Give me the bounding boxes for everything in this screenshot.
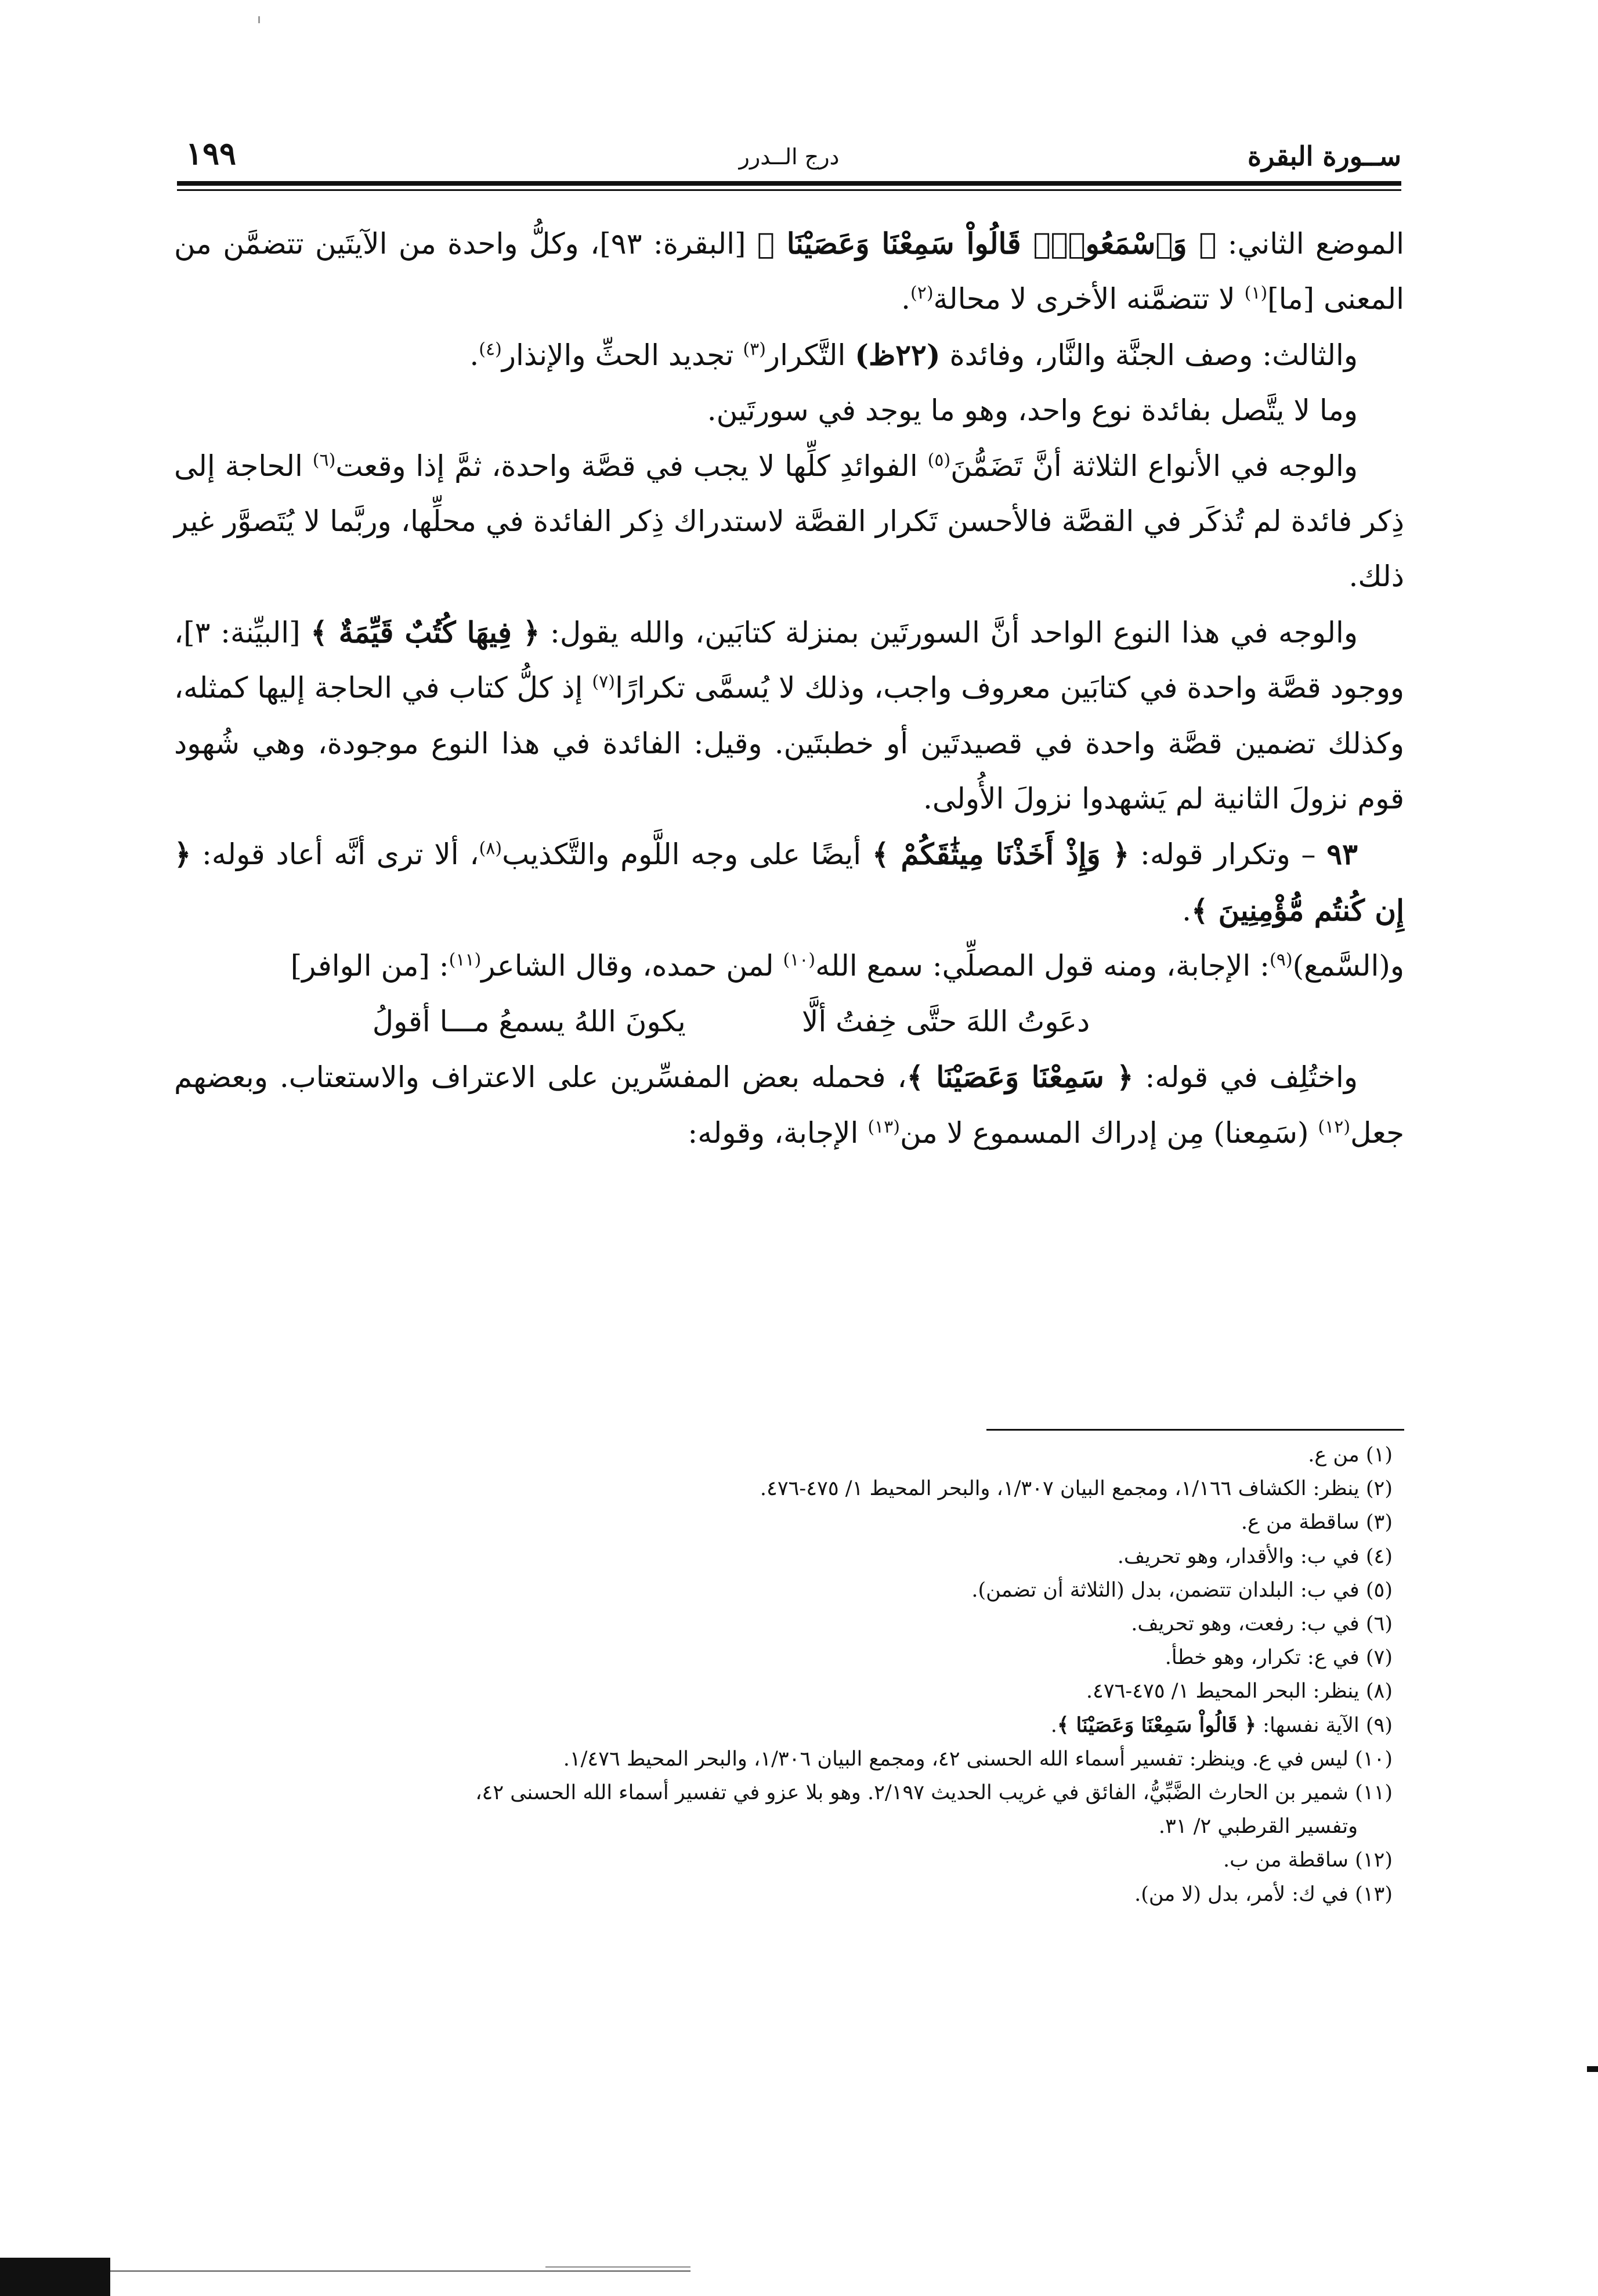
- text-run: – وتكرار قوله:: [1129, 837, 1327, 872]
- footnotes: [174, 1438, 1404, 1911]
- footnote-ref[interactable]: (٧): [592, 672, 615, 692]
- scan-edge-mark: [1587, 2066, 1598, 2072]
- footnote: (٥) في ب: البلدان تتضمن، بدل (الثلاثة أن تضمن).: [971, 1578, 1393, 1602]
- text-run: (سَمِعنا) مِن إدراك المسموع لا من: [899, 1115, 1318, 1150]
- footnote: (٢) ينظر: الكشاف ١/١٦٦، ومجمع البيان ١/٣٠٧، والبحر المحيط ١/ ٤٧٥-٤٧٦.: [760, 1477, 1393, 1501]
- text-run: الفوائدِ كلِّها لا يجب في قصَّة واحدة، ثمَّ إذا وقعت: [335, 449, 928, 483]
- text-run: .: [901, 282, 910, 316]
- header-rule-thick: [177, 181, 1401, 186]
- footnote-ref[interactable]: (٤): [479, 339, 502, 360]
- footnote: [174, 1709, 1404, 1742]
- footnote-ref[interactable]: (١١): [449, 950, 482, 970]
- text-run: الإجابة، وقوله:: [688, 1115, 868, 1150]
- quran-quote: ﴿ وَإِذْ أَخَذْنَا مِيثَٰقَكُمْ ﴾: [872, 837, 1130, 872]
- quran-quote: ﴿ قَالُواْ سَمِعْنَا وَعَصَيْنَا ﴾: [1057, 1713, 1257, 1737]
- footnote-ref[interactable]: (١): [1244, 283, 1268, 304]
- paragraph-three-types: [174, 439, 1404, 605]
- text-run: والوجه في هذا النوع الواحد أنَّ السورتَين بمنزلة كتابَين، والله يقول:: [540, 615, 1358, 649]
- paragraph-second-place: [174, 216, 1404, 327]
- text-run: أيضًا على وجه اللَّوم والتَّكذيب: [502, 837, 872, 872]
- quran-quote: ﴿ فِيهَا كُتُبٌ قَيِّمَةٌ ﴾: [310, 615, 540, 649]
- text-run: والوجه في الأنواع الثلاثة أنَّ تَضَمُّنَ: [950, 449, 1358, 483]
- header-rule-thin: [177, 189, 1401, 191]
- footnote-ref[interactable]: (١٠): [783, 950, 816, 970]
- manuscript-folio-marker: (٢٢ظ): [855, 337, 941, 372]
- paragraph-verse-93: [174, 826, 1404, 938]
- text-run: [البقرة: ٩٣]، وكلُّ واحدة من الآيتَين تتضمَّن من المعنى [ما]: [174, 227, 1404, 316]
- book-title: درج الــدرر: [739, 144, 840, 169]
- poetry-verse: [174, 994, 1404, 1049]
- footnote-ref[interactable]: (٢): [910, 283, 934, 304]
- paragraph-third-place: [174, 327, 1404, 383]
- text-run: : الإجابة، ومنه قول المصلِّي: سمع الله: [815, 949, 1270, 983]
- text-run: ، ألا ترى أنَّه أعاد قوله:: [191, 837, 479, 872]
- verse-hemistich-second: يكونَ اللهُ يسمعُ مـــا أقولُ: [372, 1004, 686, 1038]
- footnote-ref[interactable]: (١٢): [1318, 1116, 1351, 1137]
- footnote-separator: [986, 1429, 1404, 1431]
- footnote: (٣) ساقطة من ع.: [1241, 1511, 1393, 1535]
- footnote-ref[interactable]: (٣): [743, 339, 766, 360]
- footnote-ref[interactable]: (٥): [927, 449, 951, 470]
- scan-edge-line: [110, 2270, 690, 2272]
- paragraph-two-surahs: وما لا يتَّصل بفائدة نوع واحد، وهو ما يوجد في سورتَين.: [707, 394, 1358, 428]
- text-run: الحاجة إلى ذِكر فائدة لم تُذكَر في القصَّة فالأحسن تَكرار القصَّة لاستدراك ذِكر الفائدة في محلِّها، وربَّما لا يُتَصوَّر غير ذلك.: [174, 449, 1404, 594]
- verse-number: ٩٣: [1326, 837, 1358, 872]
- text-run: والثالث: وصف الجنَّة والنَّار، وفائدة: [940, 338, 1358, 372]
- text-run: التَّكرار: [765, 338, 855, 372]
- footnote-ref[interactable]: (١٣): [867, 1116, 900, 1137]
- footnote-ref[interactable]: (٩): [1270, 950, 1293, 970]
- text-run: لمن حمده، وقال الشاعر: [481, 949, 783, 983]
- text-run: تجديد الحثِّ والإنذار: [501, 338, 743, 372]
- text-run: .: [1050, 1713, 1057, 1737]
- page-number: ١٩٩: [186, 135, 237, 172]
- footnote: (١) من ع.: [1308, 1443, 1393, 1467]
- footnote-ref[interactable]: (٨): [479, 838, 502, 859]
- text-run: .: [469, 338, 479, 372]
- paragraph-disagreement: [174, 1049, 1404, 1161]
- quran-quote: ﴿ وَٱسْمَعُواْۖ قَالُواْ سَمِعْنَا وَعَصَيْنَا ﴾: [757, 226, 1217, 261]
- footnote-ref[interactable]: (٦): [312, 449, 336, 470]
- text-run: و(السَّمع): [1292, 949, 1404, 983]
- footnote: (١٣) في ك: لأمر، بدل (لا من).: [1134, 1882, 1393, 1906]
- running-head: [177, 135, 1401, 175]
- footnote: (٦) في ب: رفعت، وهو تحريف.: [1131, 1612, 1393, 1636]
- text-run: (٩) الآية نفسها:: [1256, 1713, 1393, 1737]
- footnote: (٤) في ب: والأقدار، وهو تحريف.: [1117, 1544, 1393, 1568]
- footnote: (١٠) ليس في ع. وينظر: تفسير أسماء الله الحسنى ٤٢، ومجمع البيان ١/٣٠٦، والبحر المحيط ١/٤٧٦.: [563, 1747, 1393, 1771]
- text-run: إذ كلُّ كتاب في الحاجة إليها كمثله، وكذلك تضمين قصَّة واحدة في قصيدتَين أو خطبتَين. وقيل: الفائدة في هذا النوع موجودة، وهي شُهود قوم نزولَ الثانية لم يَشهدوا نزولَ الأُولى.: [174, 671, 1404, 816]
- paragraph-hearing: [174, 938, 1404, 994]
- text-run: لا تتضمَّنه الأخرى لا محالة: [933, 282, 1245, 316]
- quran-quote: ﴿ سَمِعْنَا وَعَصَيْنَا ﴾: [906, 1060, 1134, 1095]
- scan-corner-block: [0, 2258, 110, 2296]
- text-run: واختُلِف في قوله:: [1133, 1060, 1358, 1095]
- quran-quote: ﴿ إِن كُنتُم مُّؤْمِنِينَ ﴾: [174, 837, 1404, 927]
- scan-speck: [258, 16, 260, 23]
- verse-hemistich-first: دعَوتُ اللهَ حتَّى خِفتُ ألَّا: [801, 1004, 1090, 1038]
- text-run: [البيِّنة: ٣]، ووجود قصَّة واحدة في كتابَين معروف واجب، وذلك لا يُسمَّى تكرارًا: [174, 615, 1405, 705]
- text-run: : [من الوافر]: [290, 949, 449, 983]
- footnote: (١٢) ساقطة من ب.: [1223, 1849, 1393, 1872]
- paragraph-one-type: [174, 605, 1404, 827]
- text-run: .: [1182, 893, 1191, 927]
- text-run: الموضع الثاني:: [1216, 227, 1404, 261]
- text-run: ، فحمله بعض المفسِّرين على الاعتراف والاستعتاب. وبعضهم جعل: [174, 1060, 1404, 1150]
- footnote: (٨) ينظر: البحر المحيط ١/ ٤٧٥-٤٧٦.: [1086, 1680, 1393, 1703]
- scan-dash: [545, 2266, 690, 2268]
- footnote-continuation: وتفسير القرطبي ٢/ ٣١.: [1158, 1815, 1358, 1839]
- footnote: (٧) في ع: تكرار، وهو خطأ.: [1165, 1646, 1393, 1670]
- surah-title: ســورة البقرة: [1247, 140, 1401, 172]
- main-text: [174, 216, 1404, 1161]
- footnote: (١١) شمير بن الحارث الضَّبِّيُّ، الفائق في غريب الحديث ٢/١٩٧. وهو بلا عزو في تفسير أسماء الله الحسنى ٤٢،: [475, 1781, 1393, 1805]
